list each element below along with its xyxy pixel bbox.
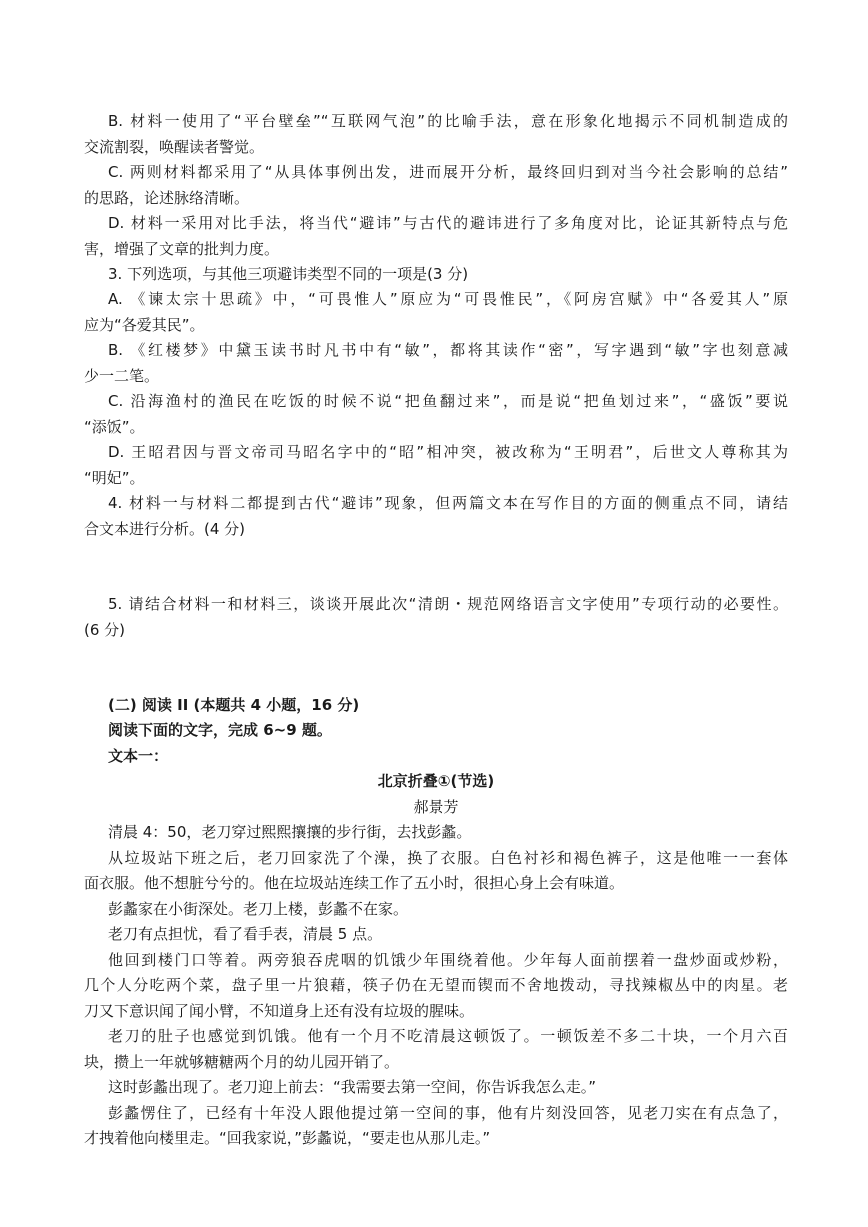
q3-option-b-line2: 少一二笔。 [84, 367, 160, 385]
q3-option-d-line1: D. 王昭君因与晋文帝司马昭名字中的“昭”相冲突，被改称为“王明君”，后世文人尊称其为 [108, 443, 788, 461]
story-paragraph: 彭蠡愣住了，已经有十年没人跟他提过第一空间的事，他有片刻没回答，见老刀实在有点急了， [108, 1104, 788, 1122]
text-label: 文本一： [108, 747, 169, 765]
q4-line1: 4. 材料一与材料二都提到古代“避讳”现象，但两篇文本在写作目的方面的侧重点不同，请结 [108, 494, 788, 512]
story-paragraph-cont: 才拽着他向楼里走。“回我家说，”彭蠡说，“要走也从那儿走。” [84, 1129, 491, 1147]
q2-option-d-line1: D. 材料一采用对比手法，将当代“避讳”与古代的避讳进行了多角度对比，论证其新特点与危 [108, 214, 788, 232]
q5-line2: (6 分) [84, 621, 126, 639]
q3-option-a-line2: 应为“各爱其民”。 [84, 316, 205, 334]
q4-line2: 合文本进行分析。(4 分) [84, 520, 246, 538]
story-author: 郝景芳 [413, 798, 459, 816]
story-paragraph: 彭蠡家在小街深处。老刀上楼，彭蠡不在家。 [108, 900, 409, 918]
q2-option-b-line1: B. 材料一使用了“平台壁垒”“互联网气泡”的比喻手法，意在形象化地揭示不同机制造成的 [108, 112, 788, 130]
q2-option-d-line2: 害，增强了文章的批判力度。 [84, 240, 280, 258]
story-paragraph: 从垃圾站下班之后，老刀回家洗了个澡，换了衣服。白色衬衫和褐色裤子，这是他唯一一套体 [108, 849, 788, 867]
q3-option-a-line1: A. 《谏太宗十思疏》中，“可畏惟人”原应为“可畏惟民”，《阿房宫赋》中“各爱其人”原 [108, 290, 788, 308]
story-paragraph-cont: 块，攒上一年就够糖糖两个月的幼儿园开销了。 [84, 1053, 400, 1071]
q3-option-d-line2: “明妃”。 [84, 469, 145, 487]
q3-option-b-line1: B. 《红楼梦》中黛玉读书时凡书中有“敏”，都将其读作“密”，写字遇到“敏”字也刻意减 [108, 341, 788, 359]
q2-option-b-line2: 交流割裂，唤醒读者警觉。 [84, 138, 265, 156]
story-paragraph: 老刀有点担忧，看了看手表，清晨 5 点。 [108, 925, 383, 943]
story-paragraph: 他回到楼门口等着。两旁狼吞虎咽的饥饿少年围绕着他。少年每人面前摆着一盘炒面或炒粉， [108, 951, 788, 969]
q5-line1: 5. 请结合材料一和材料三，谈谈开展此次“清朗・规范网络语言文字使用”专项行动的必要性。 [108, 595, 788, 613]
q2-option-c-line2: 的思路，论述脉络清晰。 [84, 189, 250, 207]
story-paragraph-cont: 面衣服。他不想脏兮兮的。他在垃圾站连续工作了五小时，很担心身上会有味道。 [84, 874, 625, 892]
q3-stem: 3. 下列选项，与其他三项避讳类型不同的一项是(3 分) [108, 265, 469, 283]
q3-option-c-line2: “添饭”。 [84, 418, 145, 436]
story-paragraph-cont: 几个人分吃两个菜，盘子里一片狼藉，筷子仍在无望而锲而不舍地拨动，寻找辣椒丛中的肉星。老 [84, 976, 788, 994]
q2-option-c-line1: C. 两则材料都采用了“从具体事例出发，进而展开分析，最终回归到对当今社会影响的总结” [108, 163, 788, 181]
story-paragraph: 老刀的肚子也感觉到饥饿。他有一个月不吃清晨这顿饭了。一顿饭差不多二十块，一个月六百 [108, 1027, 788, 1045]
story-paragraph: 清晨 4：50，老刀穿过熙熙攘攘的步行街，去找彭蠡。 [108, 823, 472, 841]
section2-instruction: 阅读下面的文字，完成 6~9 题。 [108, 721, 332, 739]
q3-option-c-line1: C. 沿海渔村的渔民在吃饭的时候不说“把鱼翻过来”，而是说“把鱼划过来”，“盛饭”要说 [108, 392, 788, 410]
story-paragraph: 这时彭蠡出现了。老刀迎上前去：“我需要去第一空间，你告诉我怎么走。” [108, 1078, 597, 1096]
story-title: 北京折叠①(节选) [377, 772, 495, 790]
section2-heading: (二) 阅读 II (本题共 4 小题，16 分) [108, 696, 360, 714]
story-paragraph-cont: 刀又下意识闻了闻小臂，不知道身上还有没有垃圾的腥味。 [84, 1002, 475, 1020]
